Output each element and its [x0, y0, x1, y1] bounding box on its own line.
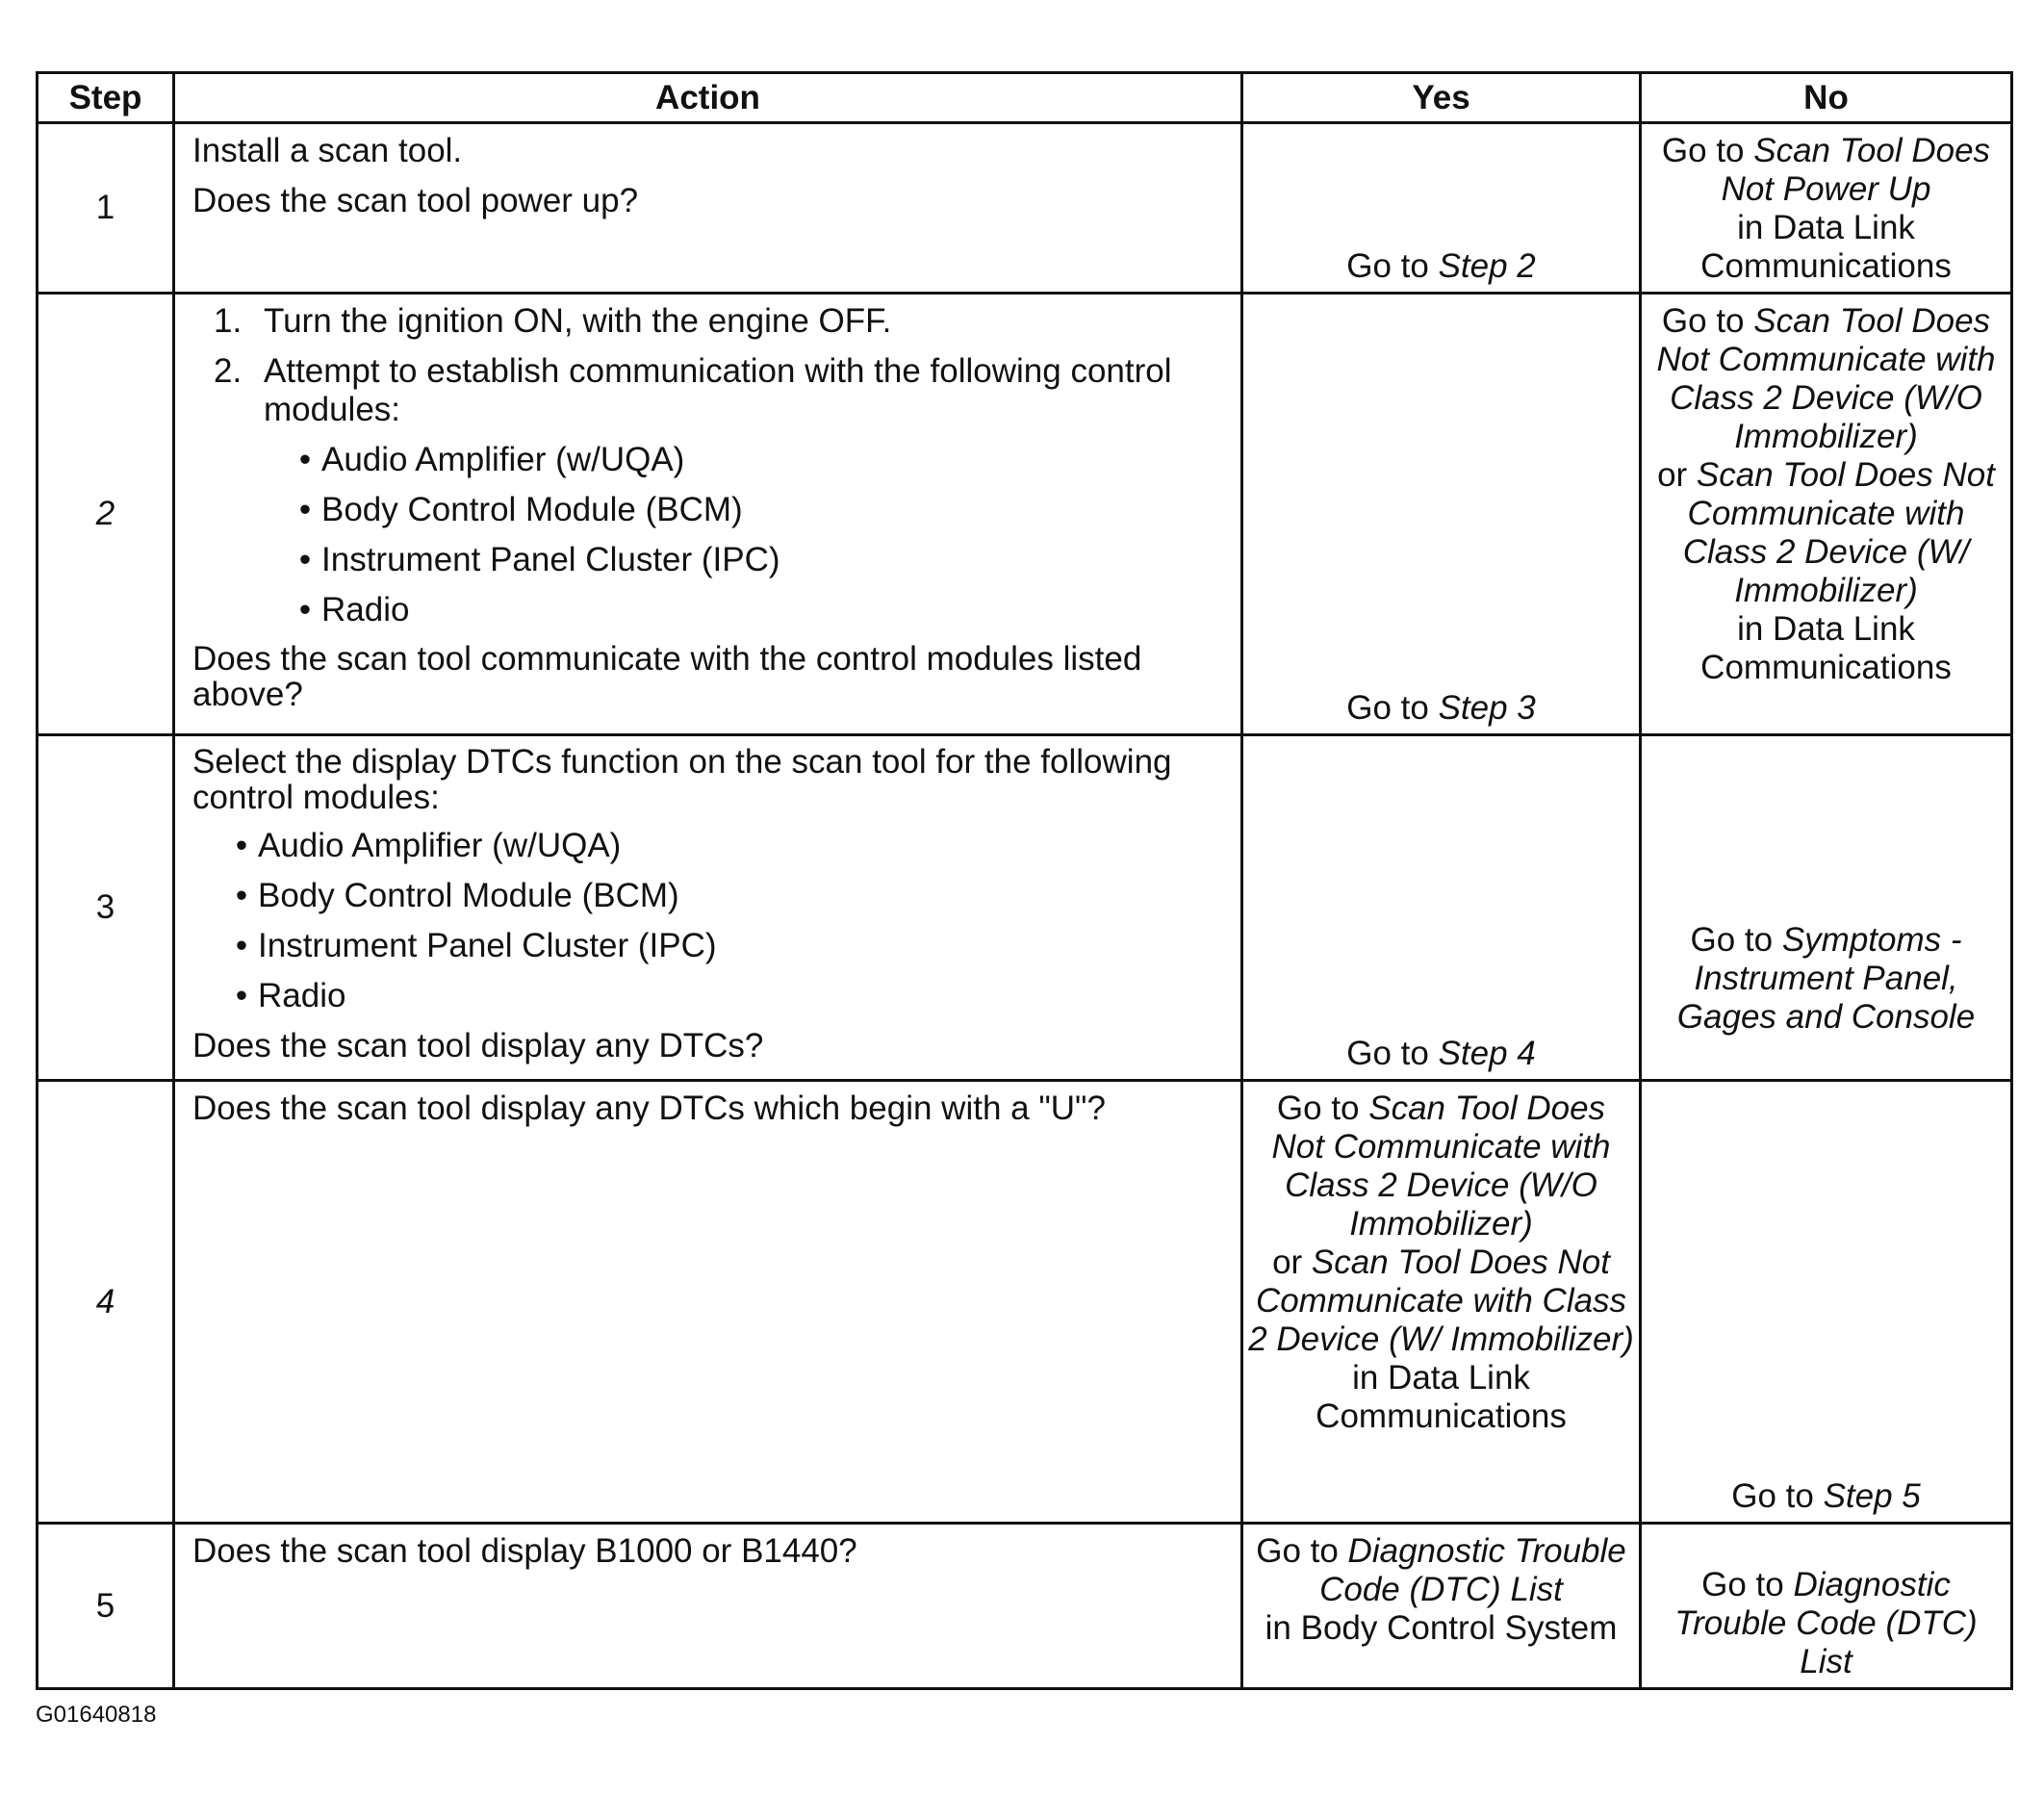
list-item: • Instrument Panel Cluster (IPC) — [235, 927, 717, 964]
procedure-link[interactable]: Symptoms - Instrument Panel, Gages and Console — [1676, 921, 1976, 1036]
action-cell — [174, 735, 1242, 1081]
module-bullet-list — [192, 827, 1225, 1015]
table-row — [38, 294, 2012, 735]
list-item-text: Audio Amplifier (w/UQA) — [258, 827, 622, 864]
goto-text: Go to — [1346, 1035, 1439, 1072]
list-item: 1. Turn the ignition ON, with the engine OFF. — [214, 302, 1225, 341]
list-item: • Audio Amplifier (w/UQA) — [235, 827, 622, 864]
action-question: Does the scan tool display any DTCs which begin with a "U"? — [192, 1090, 1106, 1127]
numbered-list — [192, 302, 1225, 429]
list-item-text: Attempt to establish communication with the following control modules: — [264, 352, 1172, 428]
list-item: • Body Control Module (BCM) — [235, 877, 679, 914]
no-cell[interactable] — [1641, 735, 2012, 1081]
step-link[interactable]: Step 2 — [1438, 247, 1536, 285]
module-bullet-list — [192, 441, 1225, 629]
action-text: Select the display DTCs function on the scan tool for the following control modules: — [192, 743, 1172, 816]
header-yes: Yes — [1242, 73, 1641, 123]
action-cell — [174, 294, 1242, 735]
yes-cell[interactable] — [1242, 1524, 1641, 1689]
list-item-text: Radio — [321, 591, 410, 628]
header-step: Step — [38, 73, 174, 123]
list-item-text: Radio — [258, 977, 346, 1014]
procedure-link[interactable]: Scan Tool Does Not Communicate with Class 2 Device (W/ Immobilizer) — [1682, 456, 1995, 609]
procedure-link[interactable]: Scan Tool Does Not Power Up — [1721, 132, 1991, 208]
list-item: • Body Control Module (BCM) — [298, 491, 743, 528]
step-link[interactable]: Step 5 — [1823, 1477, 1921, 1515]
section-ref: in Data Link Communications — [1316, 1359, 1567, 1435]
list-item: • Instrument Panel Cluster (IPC) — [298, 541, 780, 578]
no-cell[interactable] — [1641, 1524, 2012, 1689]
yes-cell[interactable] — [1242, 1081, 1641, 1524]
action-question: Does the scan tool display any DTCs? — [192, 1027, 764, 1064]
section-ref: in Data Link Communications — [1700, 610, 1952, 686]
goto-text: Go to — [1731, 1477, 1824, 1515]
yes-cell[interactable] — [1242, 123, 1641, 294]
step-number: 5 — [38, 1524, 174, 1689]
procedure-link[interactable]: Scan Tool Does Not Communicate with Class 2 Device (W/ Immobilizer) — [1248, 1244, 1634, 1358]
list-item-text: Turn the ignition ON, with the engine OFF. — [264, 302, 892, 340]
list-item-text: Audio Amplifier (w/UQA) — [321, 441, 685, 478]
goto-text: Go to — [1690, 921, 1782, 959]
or-text: or — [1272, 1244, 1303, 1281]
action-text: Install a scan tool. — [192, 132, 463, 169]
action-cell — [174, 123, 1242, 294]
action-cell — [174, 1524, 1242, 1689]
goto-text: Go to — [1661, 132, 1754, 169]
table-row — [38, 1524, 2012, 1689]
section-ref: in Body Control System — [1265, 1609, 1618, 1647]
diagnostic-table — [36, 71, 2013, 1690]
goto-text: Go to — [1256, 1532, 1348, 1570]
step-number — [38, 294, 174, 735]
list-item-text: Instrument Panel Cluster (IPC) — [321, 541, 780, 578]
no-cell[interactable] — [1641, 1081, 2012, 1524]
step-number: 1 — [38, 123, 174, 294]
section-ref: in Data Link Communications — [1700, 209, 1952, 285]
header-action: Action — [174, 73, 1242, 123]
table-row — [38, 1081, 2012, 1524]
step-link[interactable]: Step 4 — [1438, 1035, 1536, 1072]
header-no: No — [1641, 73, 2012, 123]
list-item: • Audio Amplifier (w/UQA) — [298, 441, 685, 478]
list-item: 2. Attempt to establish communication with the following control modules: — [214, 352, 1225, 429]
step-number — [38, 1081, 174, 1524]
step-number-text: 4 — [95, 1282, 115, 1321]
goto-text: Go to — [1276, 1090, 1369, 1127]
procedure-link[interactable]: Diagnostic Trouble Code (DTC) List — [1319, 1532, 1626, 1608]
step-link[interactable]: Step 3 — [1438, 689, 1536, 727]
table-row — [38, 123, 2012, 294]
action-cell — [174, 1081, 1242, 1524]
procedure-link[interactable]: Diagnostic Trouble Code (DTC) List — [1674, 1566, 1978, 1680]
goto-text: Go to — [1701, 1566, 1794, 1603]
list-item-text: Body Control Module (BCM) — [258, 877, 679, 914]
step-number: 3 — [38, 735, 174, 1081]
header-row — [38, 73, 2012, 123]
list-item-text: Body Control Module (BCM) — [321, 491, 743, 528]
list-item: • Radio — [235, 977, 346, 1014]
no-cell[interactable] — [1641, 294, 2012, 735]
list-item-text: Instrument Panel Cluster (IPC) — [258, 927, 717, 964]
procedure-link[interactable]: Scan Tool Does Not Communicate with Class 2 Device (W/O Immobilizer) — [1271, 1090, 1611, 1243]
action-question: Does the scan tool communicate with the control modules listed above? — [192, 640, 1142, 713]
list-item: • Radio — [298, 591, 410, 628]
table-row — [38, 735, 2012, 1081]
action-question: Does the scan tool power up? — [192, 182, 639, 219]
no-cell[interactable] — [1641, 123, 2012, 294]
procedure-link[interactable]: Scan Tool Does Not Communicate with Class 2 Device (W/O Immobilizer) — [1656, 302, 1996, 455]
yes-cell[interactable] — [1242, 735, 1641, 1081]
or-text: or — [1657, 456, 1688, 494]
goto-text: Go to — [1346, 689, 1439, 727]
goto-text: Go to — [1661, 302, 1754, 340]
action-question: Does the scan tool display B1000 or B1440? — [192, 1532, 857, 1570]
yes-cell[interactable] — [1242, 294, 1641, 735]
goto-text: Go to — [1346, 247, 1439, 285]
figure-id: G01640818 — [36, 1702, 157, 1728]
step-number-text: 2 — [95, 495, 115, 532]
